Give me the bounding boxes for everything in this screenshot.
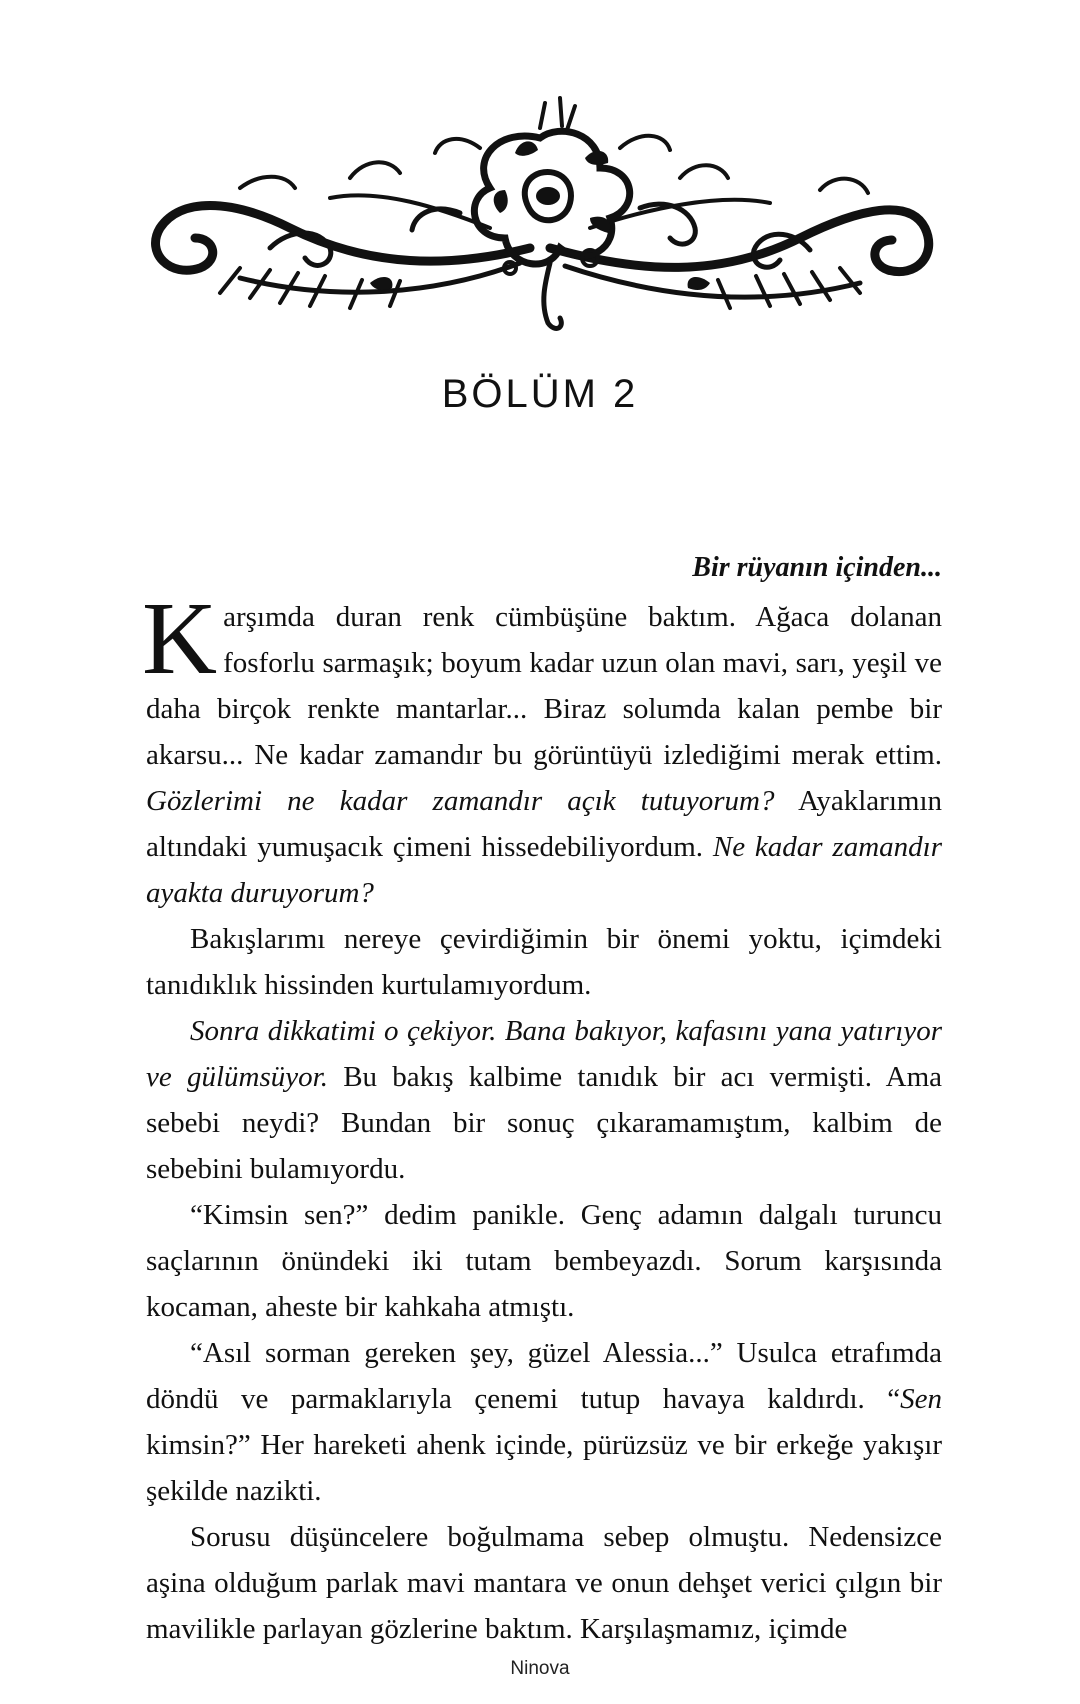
epigraph: Bir rüyanın içinden... xyxy=(692,552,942,583)
paragraph-1: Karşımda duran renk cümbüşüne baktım. Ağaca dolanan fosforlu sarmaşık; boyum kadar uzun olan mavi, sarı, yeşil ve daha birçok renkte mantarlar... Biraz solumda kalan pembe bir akarsu... Ne kadar zamandır bu görüntüyü izlediğimi merak ettim. Gözlerimi ne kadar zamandır açık tutuyorum? Ayaklarımın altındaki yumuşacık çimeni hissedebiliyordum. Ne kadar zamandır ayakta duruyorum? xyxy=(142,581,943,909)
drop-cap: K xyxy=(142,581,218,696)
paragraph-4: “Kimsin sen?” dedim panikle. Genç adamın dalgalı turuncu saçlarının önündeki iki tutam bembeyazdı. Sorum karşısında kocaman, aheste bir kahkaha atmıştı. xyxy=(146,1199,942,1323)
publisher-footer: Ninova xyxy=(510,1658,570,1679)
chapter-title: BÖLÜM 2 xyxy=(441,372,639,416)
floral-ornament xyxy=(120,78,960,348)
paragraph-3: Sonra dikkatimi o çekiyor. Bana bakıyor, kafasını yana yatırıyor ve gülümsüyor. Bu bakış kalbime tanıdık bir acı vermişti. Ama sebebi neydi? Bundan bir sonuç çıkaramamıştım, kalbim de sebebini bulamıyordu. xyxy=(146,1015,942,1185)
body-text xyxy=(142,548,943,1652)
paragraph-2: Bakışlarımı nereye çevirdiğimin bir önemi yoktu, içimdeki tanıdıklık hissinden kurtulamıyordum. xyxy=(146,923,942,1001)
paragraph-6: Sorusu düşüncelere boğulmama sebep olmuştu. Nedensizce aşina olduğum parlak mavi mantara ve onun dehşet verici çılgın bir mavilikle parlayan gözlerine baktım. Karşılaşmamız, içimde xyxy=(146,1521,942,1645)
paragraph-5: “Asıl sorman gereken şey, güzel Alessia...” Usulca etrafımda döndü ve parmaklarıyla çenemi tutup havaya kaldırdı. “Sen kimsin?” Her hareketi ahenk içinde, pürüzsüz ve bir erkeğe yakışır şekilde nazikti. xyxy=(146,1337,942,1507)
